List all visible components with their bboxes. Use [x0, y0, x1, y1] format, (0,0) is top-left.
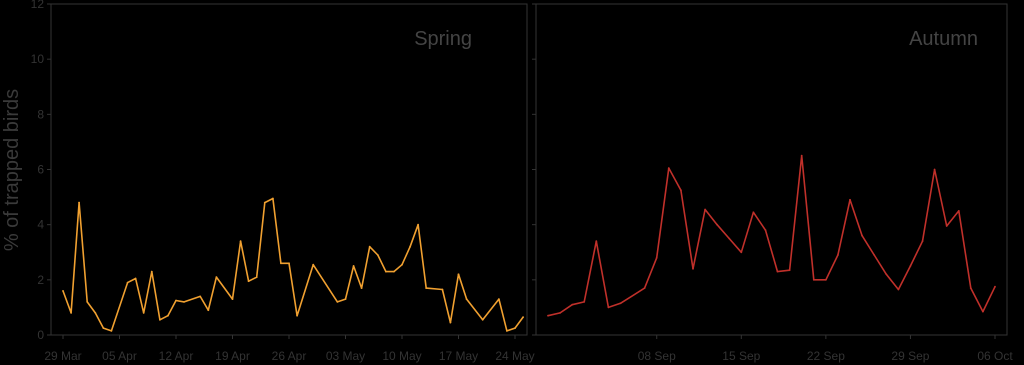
data-point — [506, 330, 508, 332]
data-point — [86, 301, 88, 303]
data-point — [232, 298, 234, 300]
data-point — [946, 225, 948, 227]
y-tick-label: 2 — [37, 272, 44, 287]
data-point — [143, 312, 145, 314]
data-point — [716, 224, 718, 226]
data-point — [704, 209, 706, 211]
data-point — [458, 273, 460, 275]
data-point — [280, 262, 282, 264]
data-point — [753, 211, 755, 213]
data-point — [849, 199, 851, 201]
x-tick-label: 22 Sep — [806, 349, 845, 363]
data-point — [248, 280, 250, 282]
data-point — [837, 254, 839, 256]
data-point — [312, 264, 314, 266]
data-point — [466, 298, 468, 300]
panel-0 — [31, 0, 535, 363]
data-point — [668, 167, 670, 169]
data-point — [272, 198, 274, 200]
y-tick-label: 8 — [37, 107, 44, 122]
data-point — [264, 202, 266, 204]
data-point — [922, 240, 924, 242]
data-point — [353, 265, 355, 267]
data-point — [583, 301, 585, 303]
data-point — [216, 276, 218, 278]
data-point — [482, 319, 484, 321]
data-point — [401, 264, 403, 266]
data-point — [522, 316, 524, 318]
data-point — [167, 315, 169, 317]
x-tick-label: 08 Sep — [637, 349, 676, 363]
data-point — [183, 301, 185, 303]
x-tick-label: 17 May — [438, 349, 479, 363]
data-point — [644, 287, 646, 289]
data-point — [861, 235, 863, 237]
data-point — [240, 240, 242, 242]
y-tick-label: 0 — [37, 328, 44, 342]
data-point — [78, 202, 80, 204]
data-point — [571, 304, 573, 306]
data-point — [135, 278, 137, 280]
data-point — [199, 296, 201, 298]
y-tick-label: 10 — [30, 52, 44, 67]
x-tick-label: 06 Oct — [977, 349, 1013, 363]
data-point — [94, 312, 96, 314]
data-point — [559, 312, 561, 314]
x-tick-label: 10 May — [382, 349, 422, 363]
data-point — [608, 307, 610, 309]
data-point — [789, 269, 791, 271]
series-line — [548, 156, 995, 316]
data-point — [498, 298, 500, 300]
panel-label: Spring — [414, 28, 472, 50]
y-axis-title: % of trapped birds — [1, 88, 23, 252]
x-tick-label: 03 May — [325, 349, 366, 363]
data-point — [825, 279, 827, 281]
panel-label: Autumn — [909, 28, 978, 50]
data-point — [151, 271, 153, 273]
data-point — [111, 330, 113, 332]
data-point — [62, 290, 64, 292]
data-point — [514, 327, 516, 329]
x-tick-label: 29 Sep — [891, 349, 930, 363]
data-point — [425, 287, 427, 289]
data-point — [70, 312, 72, 314]
data-point — [442, 289, 444, 291]
plot-frame — [536, 4, 1007, 335]
data-point — [450, 322, 452, 324]
data-point — [369, 246, 371, 248]
data-point — [256, 276, 258, 278]
x-tick-label: 05 Apr — [102, 349, 137, 363]
data-point — [127, 282, 129, 284]
data-point — [777, 271, 779, 273]
data-point — [898, 289, 900, 291]
data-point — [103, 327, 105, 329]
x-tick-label: 29 Mar — [44, 349, 82, 363]
x-tick-label: 26 Apr — [271, 349, 307, 363]
data-point — [288, 262, 290, 264]
y-tick-label: 12 — [30, 0, 44, 11]
x-tick-label: 24 May — [495, 349, 535, 363]
data-point — [377, 254, 379, 256]
data-point — [934, 169, 936, 171]
data-point — [740, 251, 742, 253]
data-point — [765, 229, 767, 231]
x-tick-label: 19 Apr — [215, 349, 250, 363]
data-point — [207, 309, 209, 311]
data-point — [873, 254, 875, 256]
data-point — [692, 268, 694, 270]
data-point — [680, 189, 682, 191]
data-point — [728, 238, 730, 240]
data-point — [595, 240, 597, 242]
data-point — [813, 279, 815, 281]
y-tick-label: 6 — [37, 162, 44, 177]
data-point — [417, 224, 419, 226]
data-point — [296, 315, 298, 317]
data-point — [175, 300, 177, 302]
plot-frame — [51, 4, 527, 335]
data-point — [547, 315, 549, 317]
x-tick-label: 12 Apr — [158, 349, 194, 363]
data-point — [361, 287, 363, 289]
data-point — [970, 287, 972, 289]
data-point — [159, 319, 161, 321]
panels — [31, 0, 1014, 363]
data-point — [958, 210, 960, 212]
data-point — [656, 257, 658, 259]
data-point — [620, 302, 622, 304]
data-point — [885, 273, 887, 275]
data-point — [982, 311, 984, 313]
data-point — [393, 271, 395, 273]
data-point — [910, 265, 912, 267]
data-point — [409, 246, 411, 248]
data-point — [337, 301, 339, 303]
data-point — [801, 155, 803, 157]
data-point — [994, 286, 996, 288]
y-tick-label: 4 — [37, 217, 44, 232]
x-tick-label: 15 Sep — [722, 349, 761, 363]
series-line — [63, 199, 523, 331]
data-point — [385, 271, 387, 273]
data-point — [345, 298, 347, 300]
panel-1 — [532, 4, 1013, 363]
